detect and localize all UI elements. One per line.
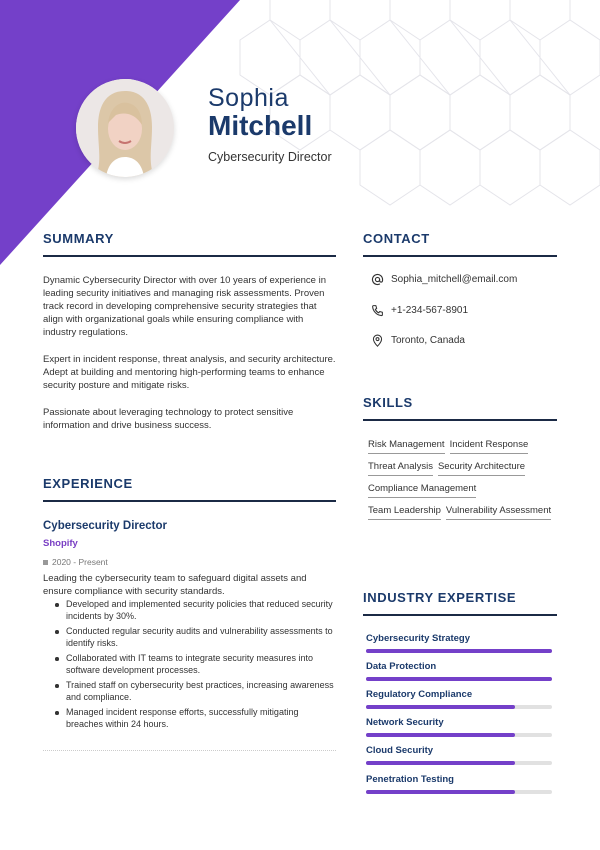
- summary-paragraph: Passionate about leveraging technology to protect sensitive information and drive business success.: [43, 407, 294, 431]
- job-dates-text: 2020 - Present: [52, 557, 108, 567]
- expertise-bar-track: [366, 649, 552, 653]
- job-bullet: Conducted regular security audits and vulnerability assessments to identify risks.: [53, 626, 336, 649]
- summary-paragraph: Expert in incident response, threat analysis, and security architecture. Adept at building and mentoring high-performing teams to enhance security posture and mitigate risks.: [43, 354, 336, 391]
- expertise-bar-track: [366, 733, 552, 737]
- job-bullet: Trained staff on cybersecurity best practices, increasing awareness and compliance.: [53, 680, 336, 703]
- calendar-icon: [43, 560, 48, 565]
- expertise-item: [366, 689, 552, 709]
- job-bullet: Developed and implemented security policies that reduced security incidents by 30%.: [53, 599, 336, 622]
- contact-location: [371, 334, 465, 347]
- expertise-divider: [363, 614, 557, 616]
- skills-list: [368, 438, 553, 520]
- job-title: Cybersecurity Director: [43, 520, 167, 532]
- location-pin-icon: [371, 334, 384, 347]
- contact-divider: [363, 255, 557, 257]
- job-bullet-list: [53, 599, 336, 734]
- expertise-heading: INDUSTRY EXPERTISE: [363, 590, 517, 605]
- last-name: Mitchell: [208, 110, 313, 141]
- expertise-bar-fill: [366, 790, 515, 794]
- contact-email: [371, 273, 517, 286]
- skills-heading: SKILLS: [363, 395, 413, 410]
- expertise-label: Network Security: [366, 717, 444, 728]
- phone-text: +1-234-567-8901: [391, 305, 469, 316]
- summary-divider: [43, 255, 336, 257]
- job-description: Leading the cybersecurity team to safeguard digital assets and ensure compliance with security standards.: [43, 573, 307, 597]
- profile-photo: [76, 79, 174, 177]
- skill-tag: Incident Response: [450, 438, 529, 454]
- job-bullet: Collaborated with IT teams to integrate security measures into software development processes.: [53, 653, 336, 676]
- expertise-bar-track: [366, 790, 552, 794]
- expertise-bar-fill: [366, 761, 515, 765]
- experience-divider: [43, 500, 336, 502]
- expertise-item: [366, 717, 552, 737]
- skills-divider: [363, 419, 557, 421]
- expertise-label: Cloud Security: [366, 745, 434, 756]
- skill-tag: Team Leadership: [368, 504, 441, 520]
- expertise-bar-track: [366, 761, 552, 765]
- skill-tag: Vulnerability Assessment: [446, 504, 551, 520]
- expertise-bar-track: [366, 705, 552, 709]
- expertise-item: [366, 633, 552, 653]
- skill-tag: Compliance Management: [368, 482, 476, 498]
- experience-heading: EXPERIENCE: [43, 476, 133, 491]
- expertise-label: Regulatory Compliance: [366, 689, 473, 700]
- expertise-item: [366, 774, 552, 794]
- email-text: Sophia_mitchell@email.com: [391, 274, 518, 285]
- contact-heading: CONTACT: [363, 231, 430, 246]
- expertise-bar-fill: [366, 705, 515, 709]
- company-name: Shopify: [43, 538, 78, 549]
- expertise-bar-fill: [366, 649, 552, 653]
- expertise-item: [366, 661, 552, 681]
- contact-phone: [371, 304, 468, 317]
- skill-tag: Risk Management: [368, 438, 445, 454]
- skill-tag: Security Architecture: [438, 460, 525, 476]
- expertise-bar-track: [366, 677, 552, 681]
- job-dates: [43, 557, 108, 567]
- job-bullet: Managed incident response efforts, successfully mitigating breaches within 24 hours.: [53, 707, 336, 730]
- expertise-label: Penetration Testing: [366, 774, 454, 785]
- expertise-label: Cybersecurity Strategy: [366, 633, 471, 644]
- expertise-label: Data Protection: [366, 661, 437, 672]
- section-end-divider: [43, 750, 336, 751]
- phone-icon: [371, 304, 384, 317]
- location-text: Toronto, Canada: [391, 335, 465, 346]
- summary-heading: SUMMARY: [43, 231, 114, 246]
- summary-paragraph: Dynamic Cybersecurity Director with over 10 years of experience in leading security initiatives and managing risk assessments. Proven track record in developing comprehensive security strategies that align with organizational goals while ensuring compliance with industry regulations.: [43, 275, 326, 338]
- job-headline: Cybersecurity Director: [208, 150, 332, 164]
- expertise-item: [366, 745, 552, 765]
- expertise-bar-fill: [366, 677, 552, 681]
- skill-tag: Threat Analysis: [368, 460, 433, 476]
- expertise-bar-fill: [366, 733, 515, 737]
- first-name: Sophia: [208, 84, 289, 112]
- at-sign-icon: [371, 273, 384, 286]
